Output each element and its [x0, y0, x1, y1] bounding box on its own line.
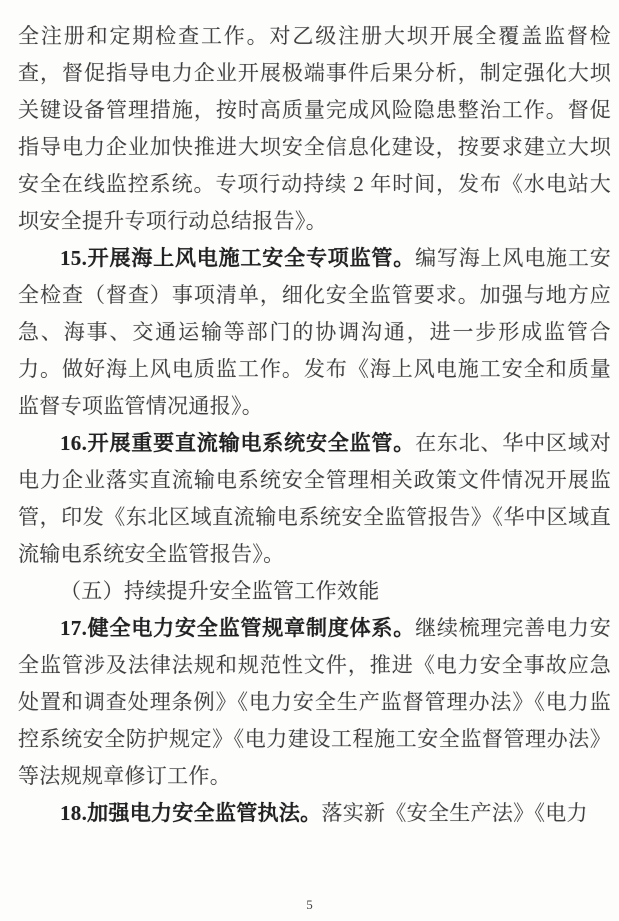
- paragraph-lead: 16.开展重要直流输电系统安全监管。: [60, 431, 416, 455]
- paragraph-continuation: [18, 18, 611, 240]
- paragraph-text: 全注册和定期检查工作。对乙级注册大坝开展全覆盖监督检查，督促指导电力企业开展极端事件后果分析，制定强化大坝关键设备管理措施，按时高质量完成风险隐患整治工作。督促指导电力企业加快推进大坝安全信息化建设，按要求建立大坝安全在线监控系统。专项行动持续 2 年时间，发布《水电站大坝安全提升专项行动总结报告》。: [18, 24, 611, 233]
- section-heading-five: （五）持续提升安全监管工作效能: [60, 579, 380, 603]
- paragraph-text: 在东北、华中区域对电力企业落实直流输电系统安全管理相关政策文件情况开展监管，印发《东北区域直流输电系统安全监管报告》《华中区域直流输电系统安全监管报告》。: [18, 431, 611, 566]
- paragraph-lead: 15.开展海上风电施工安全专项监管。: [60, 246, 416, 270]
- page-content: [18, 18, 611, 832]
- paragraph-text: 落实新《安全生产法》《电力: [321, 801, 588, 825]
- paragraph-item-17: [18, 610, 611, 795]
- paragraph-text: 编写海上风电施工安全检查（督查）事项清单，细化安全监管要求。加强与地方应急、海事、交通运输等部门的协调沟通，进一步形成监管合力。做好海上风电质监工作。发布《海上风电施工安全和质量监督专项监管情况通报》。: [18, 246, 611, 418]
- page-number: 5: [306, 897, 313, 912]
- paragraph-item-18: [18, 795, 611, 832]
- paragraph-text: 继续梳理完善电力安全监管涉及法律法规和规范性文件，推进《电力安全事故应急处置和调查处理条例》《电力安全生产监督管理办法》《电力监控系统安全防护规定》《电力建设工程施工安全监督管理办法》等法规规章修订工作。: [18, 616, 611, 788]
- paragraph-item-16: [18, 425, 611, 573]
- paragraph-lead: 18.加强电力安全监管执法。: [60, 801, 322, 825]
- paragraph-item-15: [18, 240, 611, 425]
- paragraph-lead: 17.健全电力安全监管规章制度体系。: [60, 616, 416, 640]
